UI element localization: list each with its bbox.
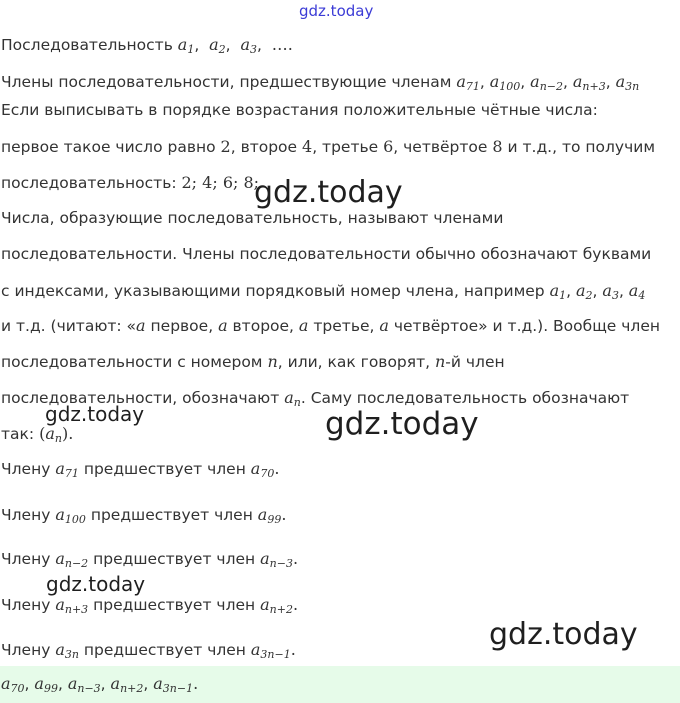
watermark: gdz.today: [254, 175, 403, 210]
solution-row: Члену $a_{3n}$ предшествует член $a_{3n-1}$.: [1, 640, 296, 661]
math: $a_{71}$: [456, 72, 480, 93]
text-line: с индексами, указывающими порядковый номер члена, например $a_1$, $a_2$, $a_3$, $a_4$: [1, 281, 646, 302]
text-line: и т.д. (читают: «a первое, a второе, a третье, a четвёртое» и т.д.). Вообще член: [1, 316, 661, 335]
text-line: последовательности, обозначают $a_n$. Саму последовательность обозначают: [1, 388, 630, 409]
math: $a_{3n}$: [615, 72, 640, 93]
math: $a_2$: [209, 35, 226, 56]
solution-row: Члену $a_{100}$ предшествует член $a_{99}$.: [1, 505, 287, 526]
text: Последовательность: [1, 36, 173, 54]
math: $a_3$: [240, 35, 257, 56]
math: $a_{100}$: [489, 72, 521, 93]
text-line: Числа, образующие последовательность, называют членами: [1, 209, 504, 227]
solution-row: Члену $a_{71}$ предшествует член $a_{70}$.: [1, 459, 280, 480]
text-line: Если выписывать в порядке возрастания положительные чётные числа:: [1, 101, 598, 119]
text-line: последовательность: 2; 4; 6; 8;: [1, 173, 260, 192]
answer-line: $a_{70}$, $a_{99}$, $a_{n-3}$, $a_{n+2}$, $a_{3n-1}$.: [1, 674, 199, 695]
text-line: так: $(a_n)$.: [1, 424, 74, 445]
question-line: Члены последовательности, предшествующие членам $a_{71}$, $a_{100}$, $a_{n-2}$, $a_{n+3}$, $a_{3n}$: [1, 72, 640, 93]
text: Члены последовательности, предшествующие членам: [1, 73, 452, 91]
text-line: последовательности с номером n, или, как говорят, n-й член: [1, 352, 505, 371]
watermark: gdz.today: [325, 406, 479, 442]
math: $a_{n-2}$: [530, 72, 564, 93]
solution-row: Члену $a_{n+3}$ предшествует член $a_{n+2}$.: [1, 595, 299, 616]
math: $a_1$: [177, 35, 195, 56]
answer-block: [0, 666, 680, 703]
text-line: последовательности. Члены последовательности обычно обозначают буквами: [1, 245, 652, 263]
watermark: gdz.today: [45, 402, 145, 426]
text-line: первое такое число равно 2, второе 4, третье 6, четвёртое 8 и т.д., то получим: [1, 137, 656, 156]
watermark: gdz.today: [46, 572, 146, 596]
math: $a_{n+3}$: [572, 72, 606, 93]
watermark-top: gdz.today: [299, 2, 374, 20]
watermark: gdz.today: [489, 617, 638, 652]
sequence-definition-line: Последовательность $a_1$, $a_2$, $a_3$, ….: [1, 35, 293, 56]
ellipsis: …: [271, 35, 288, 54]
solution-row: Члену $a_{n-2}$ предшествует член $a_{n-3}$.: [1, 549, 299, 570]
